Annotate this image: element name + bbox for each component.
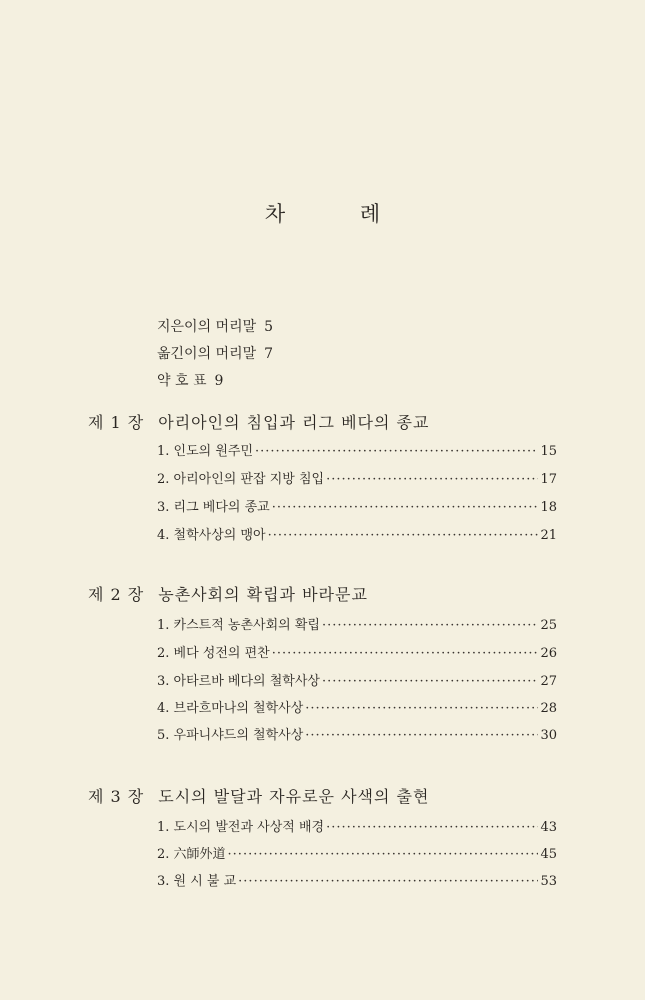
front-matter-label: 약 호 표: [157, 373, 207, 389]
front-matter-page: 5: [264, 319, 274, 335]
toc-entry-label: 2. 아리아인의 판잡 지방 침입: [157, 472, 325, 487]
front-matter-item: [157, 316, 273, 336]
toc-entry-page: 26: [540, 646, 557, 661]
toc-entry-page: 27: [540, 674, 557, 689]
chapter-number: 제 2 장: [88, 585, 145, 604]
toc-entry: [157, 724, 557, 742]
leader-dots: [322, 674, 539, 689]
toc-entry: [157, 816, 557, 834]
toc-entry: [157, 642, 557, 660]
chapter-title: 도시의 발달과 자유로운 사색의 출현: [158, 787, 430, 806]
leader-dots: [305, 728, 538, 743]
leader-dots: [238, 874, 538, 889]
toc-entry: [157, 614, 557, 632]
leader-dots: [326, 820, 538, 835]
toc-entry-label: 3. 원 시 불 교: [157, 874, 237, 889]
toc-entry: [157, 524, 557, 542]
toc-entry: [157, 870, 557, 888]
leader-dots: [272, 646, 539, 661]
front-matter-label: 옮긴이의 머리말: [157, 346, 257, 362]
toc-entry: [157, 670, 557, 688]
chapter-heading: [88, 784, 429, 807]
leader-dots: [228, 847, 539, 862]
toc-entry: [157, 468, 557, 486]
chapter-number: 제 1 장: [88, 413, 145, 432]
toc-entry-label: 2. 베다 성전의 편찬: [157, 646, 270, 661]
toc-entry-label: 3. 리그 베다의 종교: [157, 500, 270, 515]
toc-entry-label: 4. 브라흐마나의 철학사상: [157, 701, 304, 716]
toc-entry-label: 5. 우파니샤드의 철학사상: [157, 728, 304, 743]
toc-entry-label: 1. 카스트적 농촌사회의 확립: [157, 618, 320, 633]
chapter-number: 제 3 장: [88, 787, 145, 806]
toc-entry: [157, 440, 557, 458]
toc-entry-page: 43: [540, 820, 557, 835]
chapter-heading: [88, 410, 429, 433]
leader-dots: [268, 528, 539, 543]
toc-entry-label: 1. 인도의 원주민: [157, 444, 254, 459]
toc-entry-page: 25: [540, 618, 557, 633]
toc-entry-page: 21: [540, 528, 557, 543]
toc-entry-page: 30: [540, 728, 557, 743]
leader-dots: [255, 444, 538, 459]
toc-entry-page: 17: [540, 472, 557, 487]
front-matter-item: [157, 343, 273, 363]
toc-entry-label: 4. 철학사상의 맹아: [157, 528, 266, 543]
chapter-heading: [88, 582, 368, 605]
leader-dots: [272, 500, 539, 515]
front-matter-page: 9: [214, 373, 224, 389]
toc-entry-label: 3. 아타르바 베다의 철학사상: [157, 674, 320, 689]
leader-dots: [322, 618, 539, 633]
toc-entry-page: 53: [540, 874, 557, 889]
front-matter-item: [157, 370, 223, 390]
front-matter-page: 7: [264, 346, 274, 362]
leader-dots: [305, 701, 538, 716]
toc-entry-page: 18: [540, 500, 557, 515]
front-matter-label: 지은이의 머리말: [157, 319, 257, 335]
chapter-title: 아리아인의 침입과 리그 베다의 종교: [158, 413, 430, 432]
chapter-title: 농촌사회의 확립과 바라문교: [158, 585, 368, 604]
toc-entry-page: 28: [540, 701, 557, 716]
toc-entry: [157, 843, 557, 861]
leader-dots: [326, 472, 538, 487]
toc-entry-page: 15: [540, 444, 557, 459]
toc-entry: [157, 496, 557, 514]
toc-entry-label: 1. 도시의 발전과 사상적 배경: [157, 820, 325, 835]
toc-entry-page: 45: [540, 847, 557, 862]
toc-entry: [157, 697, 557, 715]
page-title: 차 례: [264, 202, 415, 226]
toc-entry-label: 2. 六師外道: [157, 847, 226, 862]
